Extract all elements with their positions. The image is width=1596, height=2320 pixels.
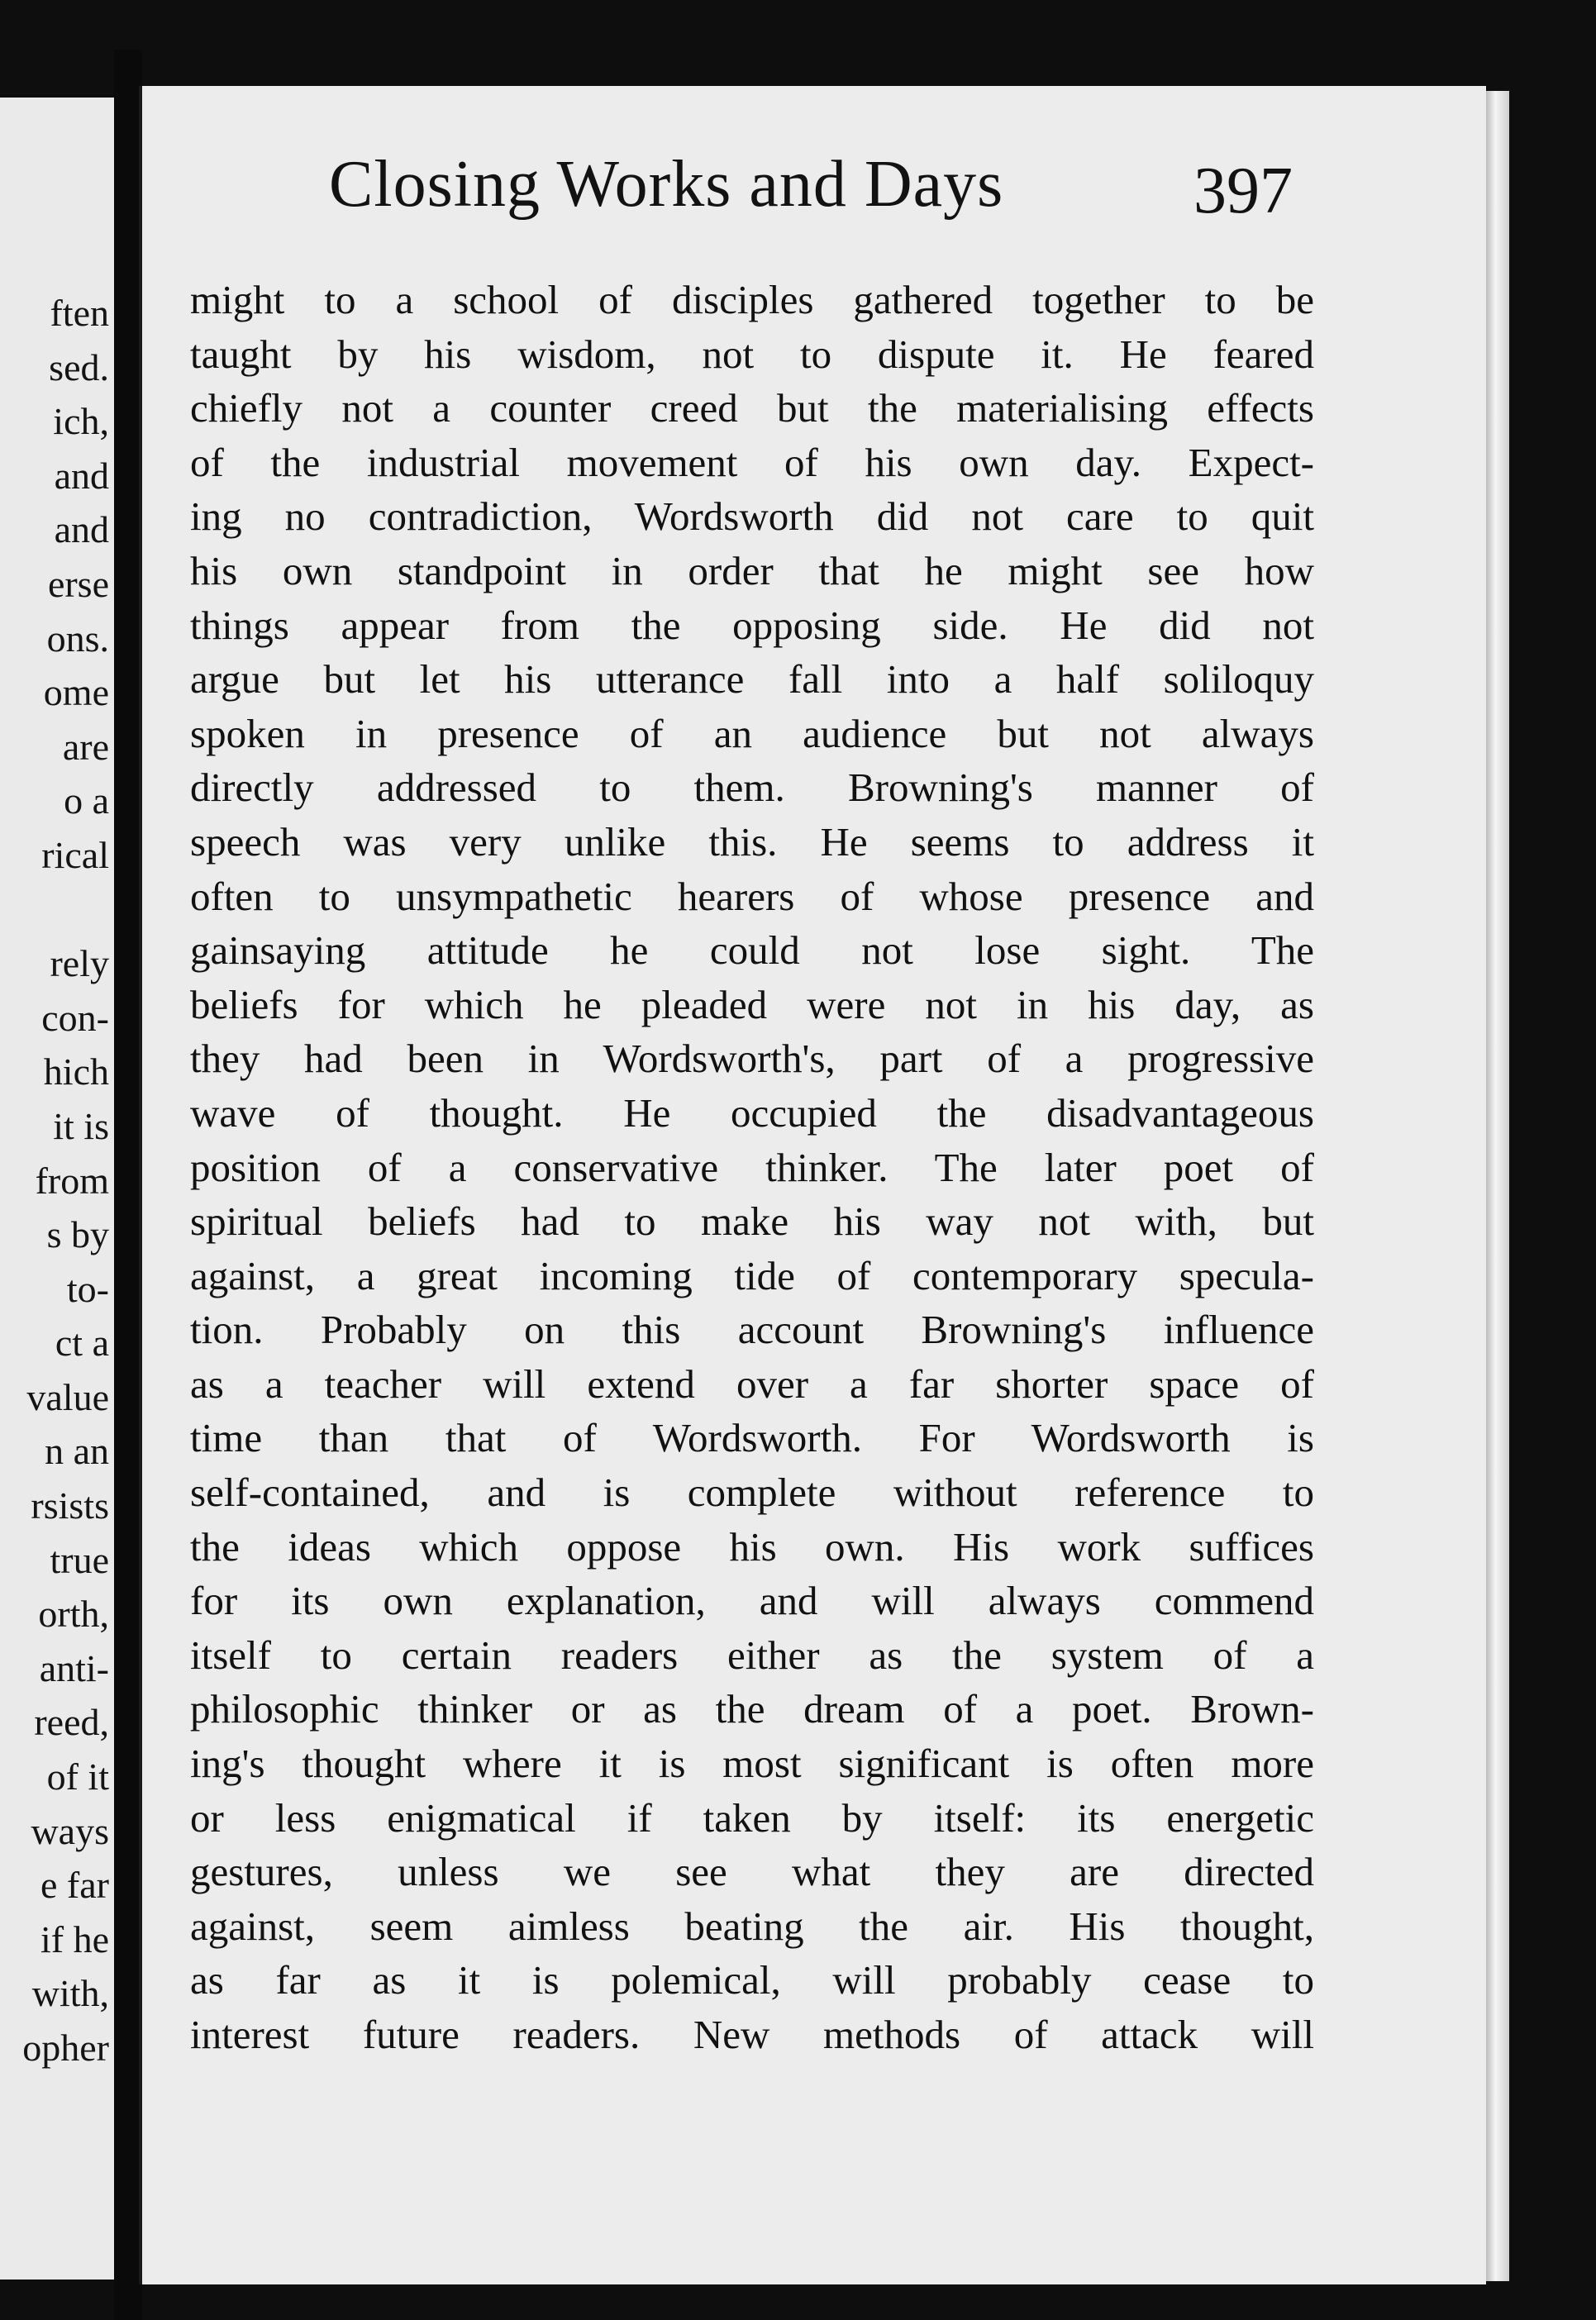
text-line: position of a conservative thinker. The later poet of [190, 1144, 1314, 1190]
facing-page-line: rsists [31, 1484, 109, 1527]
facing-page-line: anti- [39, 1646, 109, 1689]
facing-page-line: if he [40, 1917, 109, 1960]
text-line: as far as it is polemical, will probably cease to [190, 1957, 1314, 2003]
text-line: time than that of Wordsworth. For Wordsworth is [190, 1415, 1314, 1461]
facing-page-line: hich [43, 1050, 109, 1093]
book-gutter [114, 50, 142, 2320]
facing-page-line: erse [47, 562, 109, 605]
text-line: wave of thought. He occupied the disadvantageous [190, 1089, 1314, 1136]
text-line: his own standpoint in order that he might see how [190, 547, 1314, 593]
facing-page-line: of it [46, 1755, 109, 1798]
running-head [329, 139, 1304, 230]
facing-page-fragment [0, 98, 114, 2280]
text-line: spoken in presence of an audience but not always [190, 710, 1314, 756]
facing-page-line: ften [50, 292, 109, 334]
text-line: gainsaying attitude he could not lose sight. The [190, 927, 1314, 974]
facing-page-line: ich, [53, 400, 109, 443]
facing-page-line: are [62, 725, 109, 768]
facing-page-line: it is [53, 1104, 109, 1147]
text-line: they had been in Wordsworth's, part of a progressive [190, 1036, 1314, 1082]
text-line: things appear from the opposing side. He did not [190, 602, 1314, 648]
text-line: interest future readers. New methods of attack will [190, 2012, 1314, 2057]
facing-page-line: ome [43, 671, 109, 714]
facing-page-line: ct a [55, 1322, 109, 1365]
page-edge [1486, 91, 1509, 2281]
facing-page-line: opher [22, 2027, 109, 2069]
text-line: self-contained, and is complete without reference to [190, 1470, 1314, 1516]
text-line: against, seem aimless beating the air. His thought, [190, 1903, 1314, 1949]
facing-page-line: orth, [38, 1593, 109, 1636]
text-line: as a teacher will extend over a far shorter space of [190, 1360, 1314, 1407]
facing-page-line: rical [41, 833, 109, 876]
facing-page-text [22, 286, 109, 2075]
facing-page-line: from [35, 1159, 109, 1202]
facing-page-line: e far [40, 1864, 109, 1907]
text-line: philosophic thinker or as the dream of a poet. Brown- [190, 1686, 1314, 1732]
facing-page-line: rely [50, 942, 109, 985]
facing-page-line: con- [41, 996, 109, 1039]
facing-page-line: n an [45, 1430, 109, 1473]
running-title: Closing Works and Days [329, 148, 1004, 221]
text-line: the ideas which oppose his own. His work suffices [190, 1523, 1314, 1570]
text-line: argue but let his utterance fall into a half soliloquy [190, 656, 1314, 703]
facing-page-line: ways [31, 1809, 109, 1852]
facing-page-line: with, [31, 1972, 109, 2015]
text-line: chiefly not a counter creed but the materialising effects [190, 385, 1314, 431]
text-line: often to unsympathetic hearers of whose presence and [190, 873, 1314, 919]
text-line: tion. Probably on this account Browning's influence [190, 1307, 1314, 1353]
text-line: itself to certain readers either as the system of a [190, 1632, 1314, 1678]
text-line: spiritual beliefs had to make his way not with, but [190, 1198, 1314, 1245]
text-line: for its own explanation, and will always commend [190, 1578, 1314, 1624]
text-line: taught by his wisdom, not to dispute it. He feared [190, 331, 1314, 377]
facing-page-line [22, 883, 109, 937]
text-line: ing no contradiction, Wordsworth did not care to quit [190, 493, 1314, 540]
body-text [190, 273, 1314, 2062]
facing-page-line: ons. [46, 617, 109, 660]
facing-page-line: true [50, 1538, 109, 1581]
facing-page-line: reed, [34, 1701, 109, 1744]
facing-page-line: s by [46, 1213, 109, 1256]
facing-page-line: o a [64, 779, 109, 822]
text-line: or less enigmatical if taken by itself: its energetic [190, 1794, 1314, 1841]
page-number: 397 [1193, 155, 1293, 227]
facing-page-line: value [26, 1375, 109, 1418]
facing-page-line: and [54, 508, 109, 551]
text-line: gestures, unless we see what they are directed [190, 1849, 1314, 1895]
text-line: against, a great incoming tide of contemporary specula- [190, 1252, 1314, 1298]
text-line: speech was very unlike this. He seems to address it [190, 818, 1314, 865]
text-line: ing's thought where it is most significant is often more [190, 1741, 1314, 1787]
facing-page-line: and [54, 454, 109, 497]
text-line: beliefs for which he pleaded were not in his day, as [190, 981, 1314, 1027]
text-line: might to a school of disciples gathered together to be [190, 277, 1314, 322]
facing-page-line: sed. [49, 345, 109, 388]
text-line: directly addressed to them. Browning's manner of [190, 765, 1314, 811]
text-line: of the industrial movement of his own day. Expect- [190, 439, 1314, 485]
facing-page-line: to- [66, 1267, 109, 1310]
